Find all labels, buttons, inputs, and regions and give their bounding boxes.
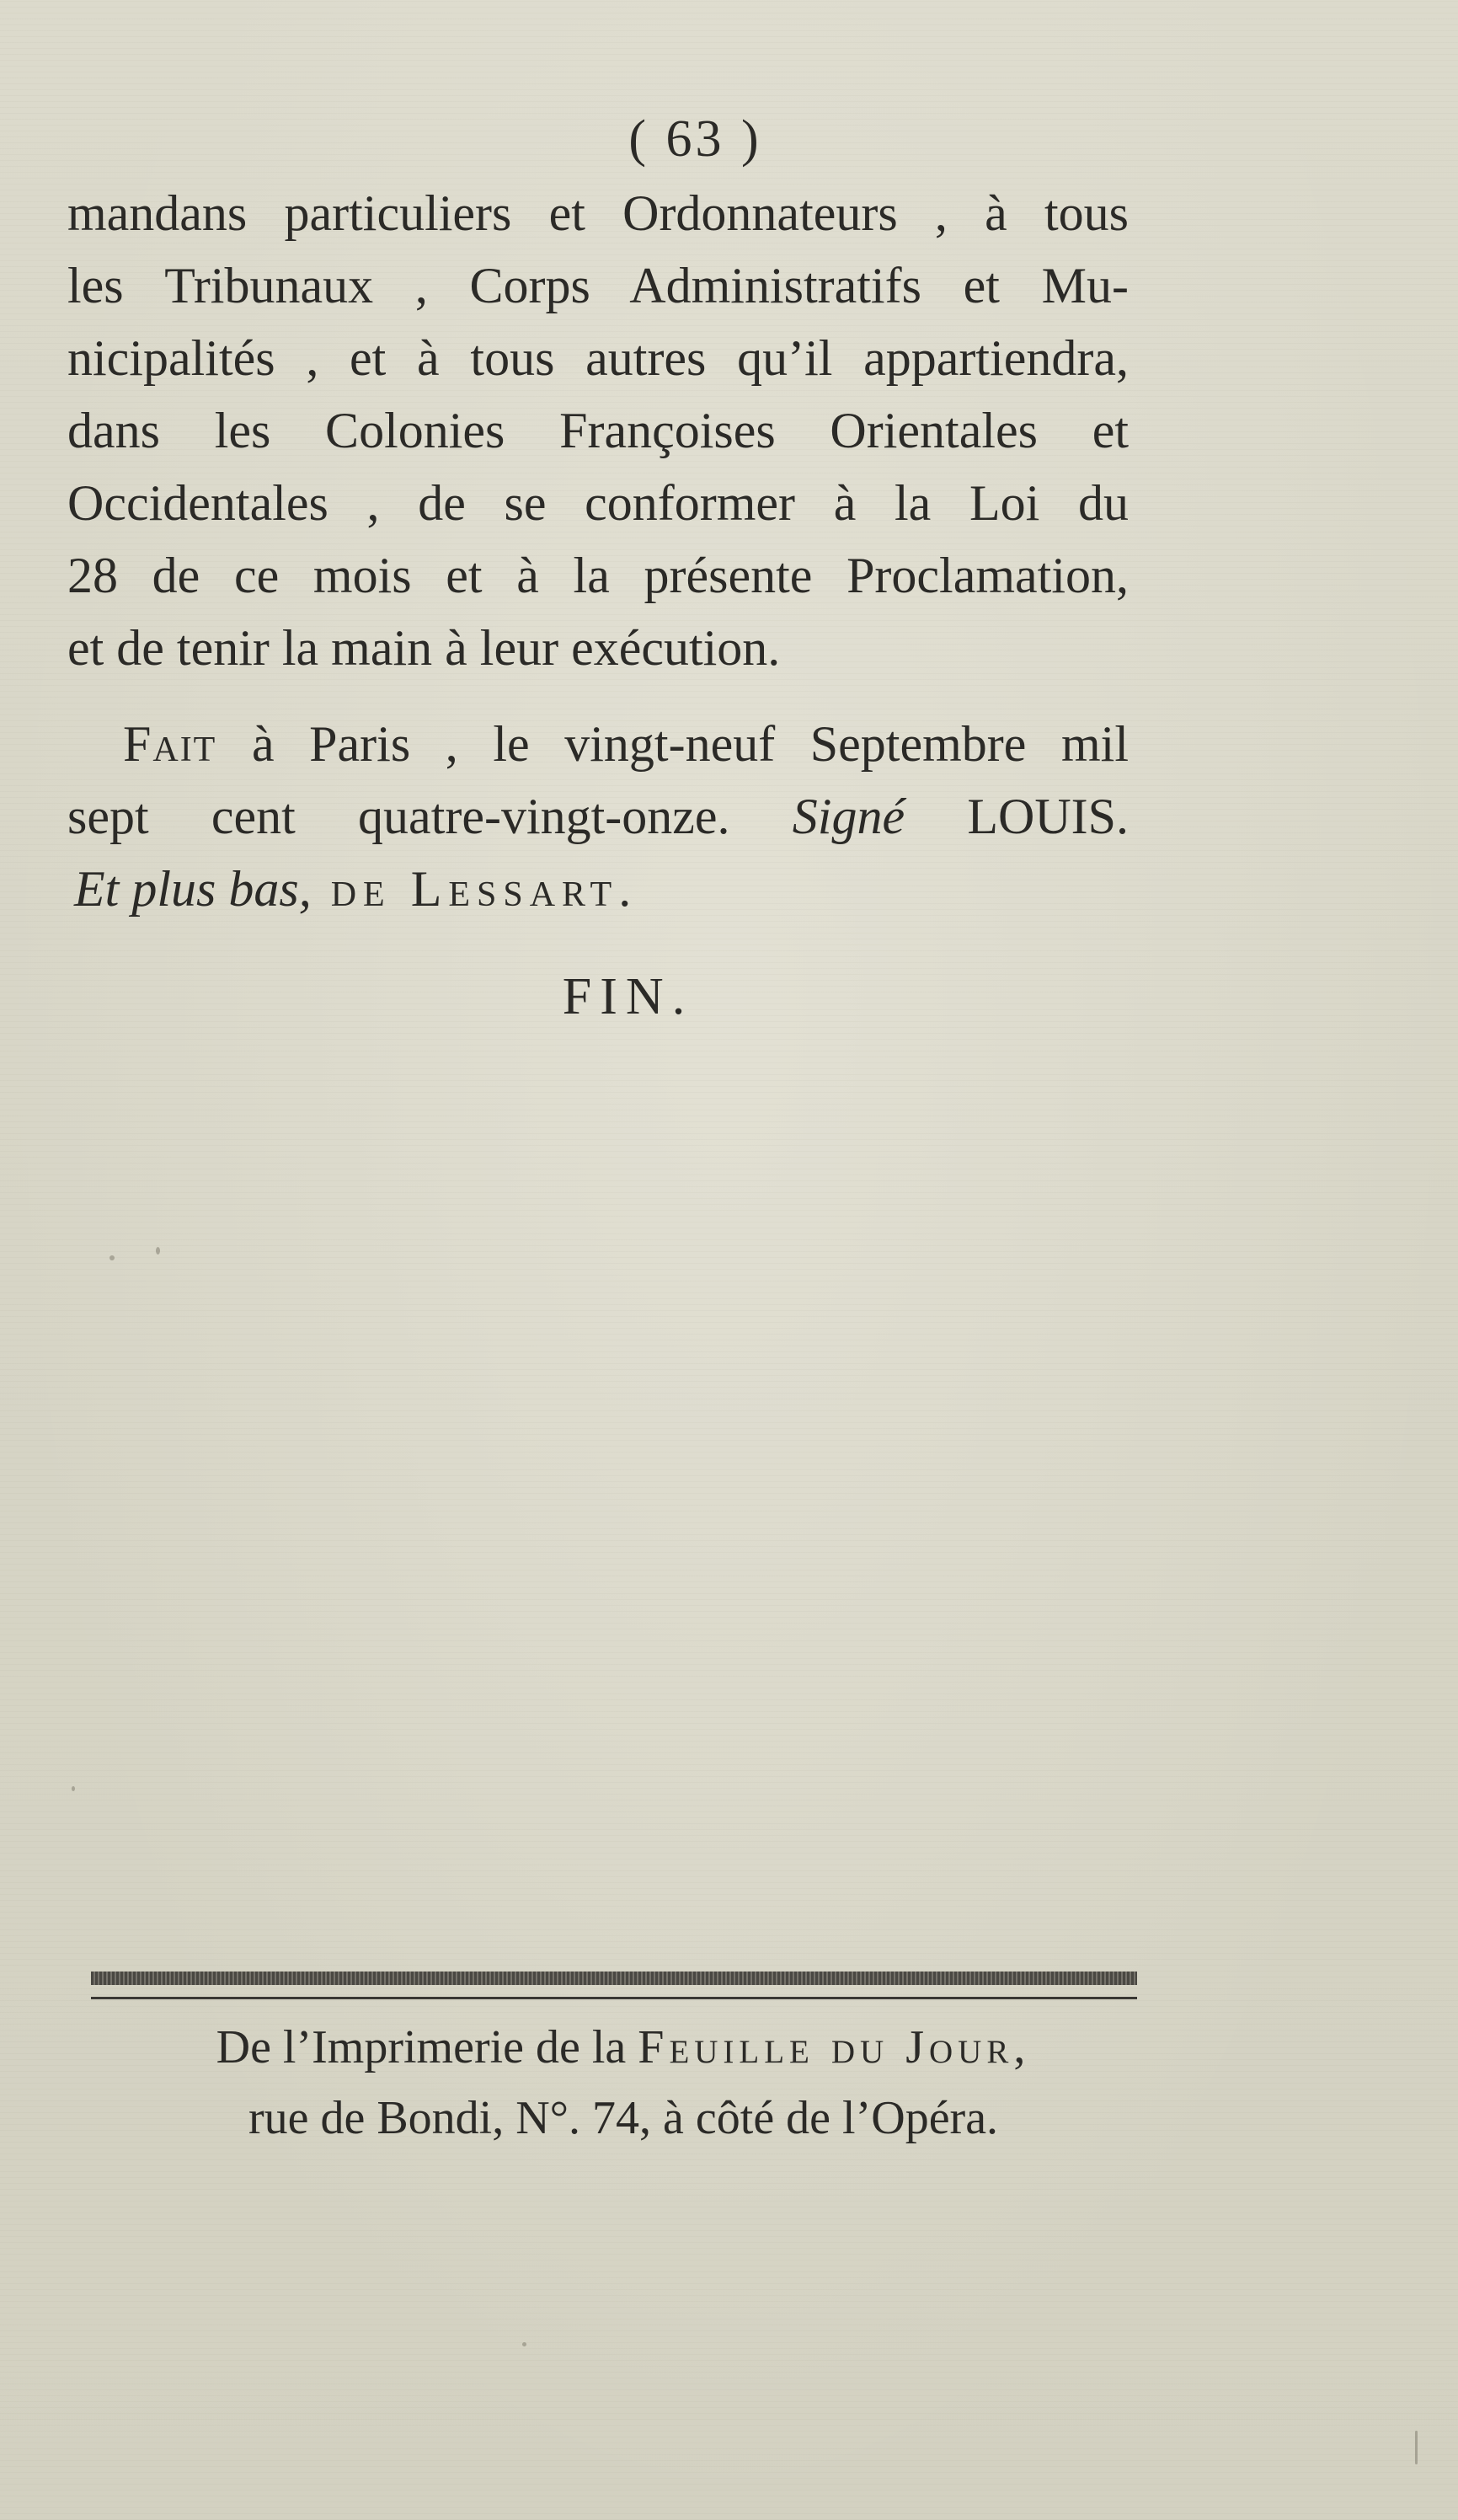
- signatory-lessart: Lessart.: [410, 861, 638, 917]
- body-line: et de tenir la main à leur exécution.: [67, 620, 781, 676]
- body-line: nicipalités , et à tous autres qu’il appartiendra,: [67, 330, 1129, 386]
- signature-line-3: [67, 853, 1129, 925]
- ornamental-rule: [91, 1972, 1137, 1985]
- body-line: Occidentales , de se conformer à la Loi du: [67, 475, 1129, 531]
- fin-mark: FIN.: [562, 968, 694, 1025]
- printer-imprint: [109, 2012, 1137, 2154]
- signature-block: [67, 708, 1129, 925]
- paper-speck: [72, 1786, 75, 1791]
- divider-rule: [91, 1997, 1137, 1999]
- signature-date-text: à Paris , le vingt-neuf Septembre mil: [216, 716, 1129, 772]
- imprint-publisher: Feuille du Jour,: [638, 2021, 1031, 2073]
- imprint-line-2: rue de Bondi, N°. 74, à côté de l’Opéra.: [248, 2092, 999, 2144]
- signature-line-1: [67, 708, 1129, 780]
- body-line: mandans particuliers et Ordonnateurs , à tous: [67, 185, 1129, 241]
- imprint-prefix: De l’Imprimerie de la: [216, 2021, 638, 2073]
- signe-word: Signé: [792, 789, 905, 844]
- signature-line-2: [67, 780, 1129, 853]
- et-plus-bas: Et plus bas,: [74, 861, 312, 917]
- paper-speck: [1415, 2431, 1418, 2464]
- signatory-louis: LOUIS.: [905, 789, 1129, 844]
- page-number: ( 63 ): [628, 110, 762, 168]
- paper-speck: [156, 1247, 160, 1255]
- body-line: 28 de ce mois et à la présente Proclamation,: [67, 548, 1129, 603]
- paper-speck: [522, 2342, 526, 2346]
- body-text: [67, 177, 1129, 684]
- paper-speck: [109, 1255, 115, 1260]
- imprint-line-1: [109, 2012, 1137, 2083]
- signatory-de: de: [311, 861, 411, 917]
- signature-year-text: sept cent quatre-vingt-onze.: [67, 789, 793, 844]
- fait-word: Fait: [123, 716, 217, 772]
- body-line: dans les Colonies Françoises Orientales et: [67, 403, 1129, 458]
- body-line: les Tribunaux , Corps Administratifs et Mu-: [67, 258, 1129, 313]
